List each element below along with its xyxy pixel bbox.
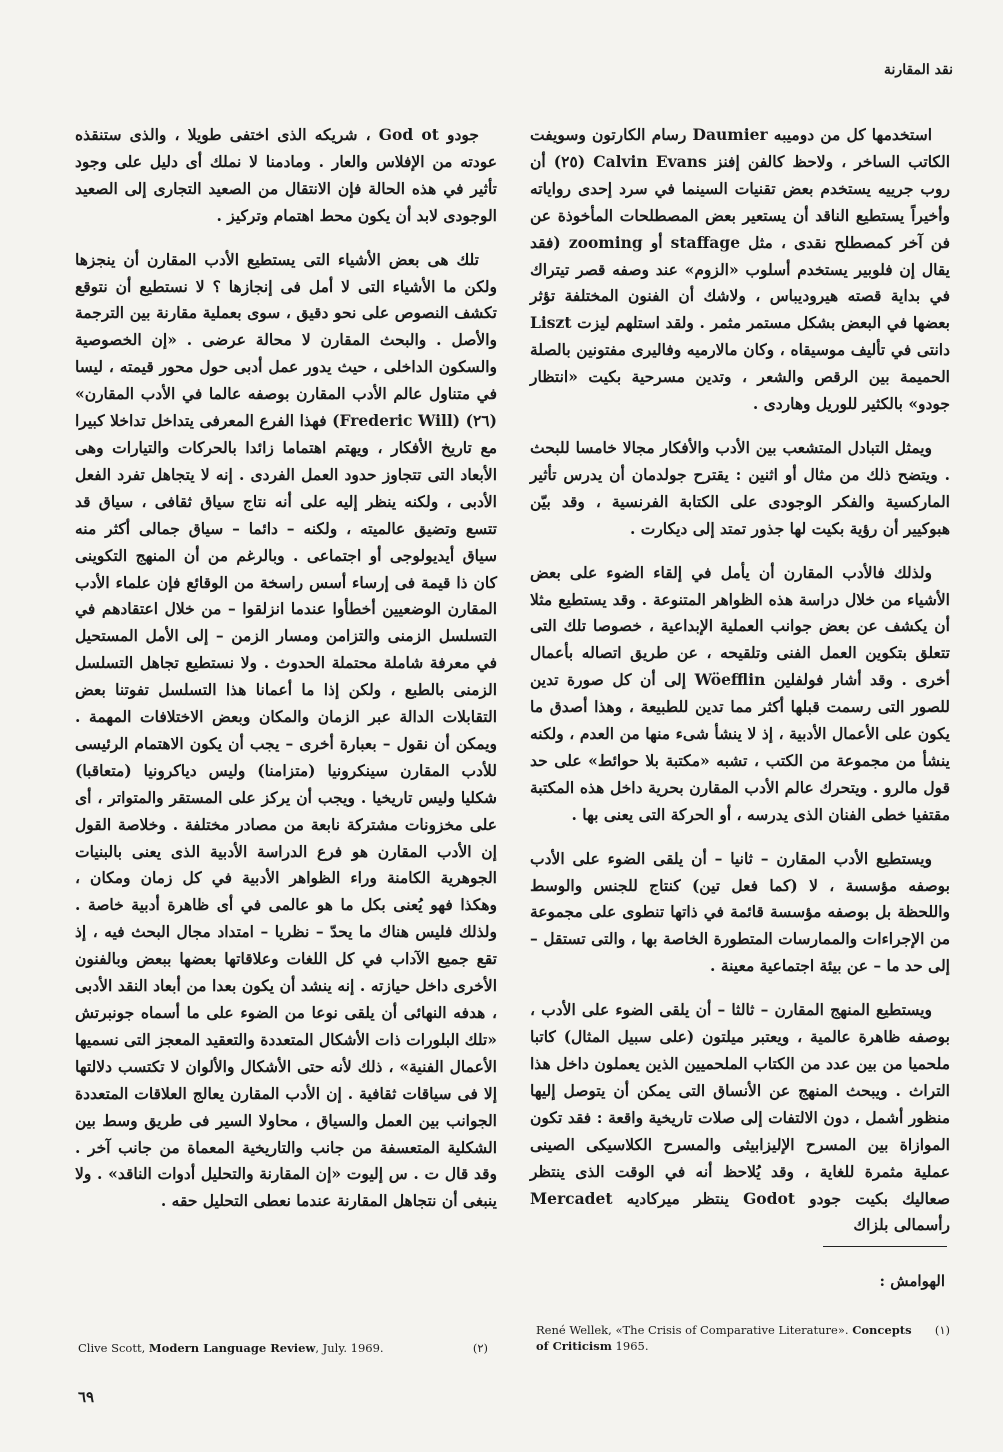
paragraph: جودو God ot ، شريكه الذى اختفى طويلا ، والذى ستنقذه عودته من الإفلاس والعار . ومادمنا لا نملك أى دليل على وجود تأثير في هذه الحالة فإن الانتقال من الصعيد التجارى إلى الصعيد الوجودى لابد أن يكون محط اهتمام وتركيز . (75, 125, 497, 225)
left-column (75, 122, 497, 1232)
footnote-text: Clive Scott, Modern Language Review, July. 1969. (78, 1341, 384, 1355)
paragraph: تلك هى بعض الأشياء التى يستطيع الأدب المقارن أن ينجزها ولكن ما الأشياء التى لا أمل فى إنجازها ؟ لا نستطيع أن نتوقع تكشف النصوص على نحو دقيق ، سوى بعملية مقارنة بين الترجمة والأصل . والبحث المقارن لا محالة عرضى . «إن الخصوصية والسكون الداخلى ، حيث يدور عمل أدبى حول محور قيمته ، ليسا في متناول عالم الأدب المقارن بوصفه عالما في الأدب المقارن» (٢٦) (Frederic Will) فهذا الفرع المعرفى يتداخل تداخلا كبيرا مع تاريخ الأفكار ، ويهتم اهتماما زائدا بالحركات والتيارات وهى الأبعاد التى تتجاوز حدود العمل الفردى . إنه لا يتجاهل تفرد الفعل الأدبى ، ولكنه ينظر إليه على أنه نتاج سياق ثقافى ، سياق قد تتسع وتضيق عالميته ، ولكنه – دائما – سياق جمالى أكثر منه سياق أيديولوجى أو اجتماعى . وبالرغم من أن المنهج التكوينى كان ذا قيمة فى إرساء أسس راسخة من الوقائع فإن علماء الأدب المقارن الوضعيين أخطأوا عندما انزلقوا – من خلال اعتقادهم في التسلسل الزمنى والتزامن ومسار الزمن – إلى الأمل المستحيل في معرفة شاملة محتملة الحدوث . ولا نستطيع تجاهل التسلسل الزمنى بالطبع ، ولكن إذا ما أعمانا هذا التسلسل تفوتنا بعض التقابلات الدالة عبر الزمان والمكان وبعض الاختلافات المهمة . ويمكن أن نقول – بعبارة أخرى – يجب أن يكون الاهتمام الرئيسى للأدب المقارن سينكرونيا (متزامنا) وليس دياكرونيا (متعاقبا) شكليا وليس تاريخيا . ويجب أن يركز على المستقر والمتواتر ، أى على مخزونات مشتركة نابعة من مصادر مختلفة . وخلاصة القول إن الأدب المقارن هو فرع الدراسة الأدبية الذى يعنى بالبنيات الجوهرية الكامنة وراء الظواهر الأدبية في كل زمان ومكان ، وهكذا فهو يُعنى بكل ما هو عالمى في أى ظاهرة أدبية خاصة . ولذلك فليس هناك ما يحدّ – نظريا – امتداد مجال البحث فيه ، إذ تقع جميع الآداب في كل اللغات وعلاقاتها بعضها ببعض وبالفنون الأخرى داخل حيازته . إنه ينشد أن يكون بعدا من أبعاد النقد الأدبى ، هدفه النهائى أن يلقى نوعا من الضوء على ما أسماه جونبرتش «تلك البلورات ذات الأشكال المتعددة والتعقيد المعجز التى نسميها الأعمال الفنية» ، ذلك لأنه حتى الأشكال والألوان لا تكتسب دلالتها إلا فى سياقات ثقافية . إن الأدب المقارن يعالج العلاقات المتعددة الجوانب بين العمل والسياق ، محاولا السير فى طريق وسط بين الشكلية المتعسفة من جانب والتاريخية المعماة من جانب آخر . وقد قال ت . س إليوت «إن المقارنة والتحليل أدوات الناقد» . ولا ينبغى أن نتجاهل المقارنة عندما نعطى التحليل حقه . (75, 249, 497, 1211)
right-column (530, 122, 950, 1256)
paragraph: استخدمها كل من دوميبه Daumier رسام الكارتون وسويفت الكاتب الساخر ، ولاحظ كالفن إفنز Calvin Evans (٢٥) أن روب جرييه يستخدم بعض تقنيات السينما في سرد إحدى رواياته وأخيراً يستطيع الناقد أن يستعير بعض المصطلحات المأخوذة عن فن آخر كمصطلح نقدى ، مثل staffage أو zooming (فقد يقال إن فلوبير يستخدم أسلوب «الزوم» عند وصفه قصر تيتراك في بداية قصته هيروديباس ، ولاشك أن الفنون المختلفة تؤثر بعضها في البعض بشكل مستمر مثمر . ولقد استلهم ليزت Liszt دانتى في تأليف موسيقاه ، وكان مالارميه وفاليرى مفتونين بالصلة الحميمة بين الرقص والشعر ، وتدين مسرحية بكيت «انتظار جودو» بالكثير للوريل وهاردى . (530, 125, 951, 414)
paragraph: ولذلك فالأدب المقارن أن يأمل في إلقاء الضوء على بعض الأشياء من خلال دراسة هذه الظواهر المتنوعة . وقد يستطيع مثلا أن يكشف عن بعض جوانب العملية الإبداعية ، خصوصا تلك التى تتعلق بتكوين العمل الفنى وتلقيحه ، عن طريق اتصاله بأعمال أخرى . وقد أشار فولفلين Wöefflin إلى أن كل صورة تدين للصور التى رسمت قبلها أكثر مما تدين للطبيعة ، وهذا أصدق ما يكون على الأعمال الأدبية ، إذ لا ينشأ شىء منها من العدم ، ولكنه ينشأ من مجموعة من الكتب ، تشبه «مكتبة بلا حوائط» على حد قول مالرو . ويتحرك عالم الأدب المقارن بحرية داخل هذه المكتبة مقتفيا خطى الفنان الذى يدرسه ، أو الحركة التى يعنى بها . (530, 562, 950, 824)
running-title: نقد المقارنة (884, 62, 953, 78)
paragraph: ويستطيع الأدب المقارن – ثانيا – أن يلقى الضوء على الأدب بوصفه مؤسسة ، لا (كما فعل تين) كنتاج للجنس والوسط واللحظة بل بوصفه مؤسسة قائمة في ذاتها تنطوى على مجموعة من الإجراءات والممارسات المتطورة الخاصة بها ، والتى تستقل – إلى حد ما – عن بيئة اجتماعية معينة . (530, 848, 950, 976)
page-number: ٦٩ (78, 1388, 95, 1406)
footnote-2 (78, 1340, 488, 1356)
paragraph: ويمثل التبادل المتشعب بين الأدب والأفكار مجالا خامسا للبحث . ويتضح ذلك من مثال أو اثنين : يقترح جولدمان أن يدرس تأثير الماركسية والفكر الوجودى على الكتابة الفرنسية ، وقد بيّن هبوكيير أن رؤية بكيت لها جذور تمتد إلى ديكارت . (530, 437, 950, 538)
paragraph: ويستطيع المنهج المقارن – ثالثا – أن يلقى الضوء على الأدب ، بوصفه ظاهرة عالمية ، ويعتبر ميلتون (على سبيل المثال) كاتبا ملحميا من بين عدد من الكتاب الملحميين الذين يعملون داخل هذا التراث . ويبحث المنهج عن الأنساق التى يمكن أن يتوصل إليها منظور أشمل ، دون الالتفات إلى صلات تاريخية واقعة : فقد تكون الموازاة بين المسرح الإليزابيثى والمسرح الكلاسيكى الصينى عملية مثمرة للغاية ، وقد يُلاحظ أنه في الوقت الذى ينتظر صعاليك بكيت جودو Godot ينتظر ميركاديه Mercadet رأسمالى بلزاك (530, 1000, 950, 1235)
footnote-1 (536, 1322, 950, 1354)
footnotes-label: الهوامش : (879, 1272, 945, 1290)
footnote-number: (١) (934, 1323, 950, 1337)
footnote-divider (823, 1246, 947, 1247)
footnote-text: René Wellek, «The Crisis of Comparative Literature». Concepts of Criticism 1965. (536, 1323, 912, 1353)
footnote-number: (٢) (472, 1341, 488, 1355)
